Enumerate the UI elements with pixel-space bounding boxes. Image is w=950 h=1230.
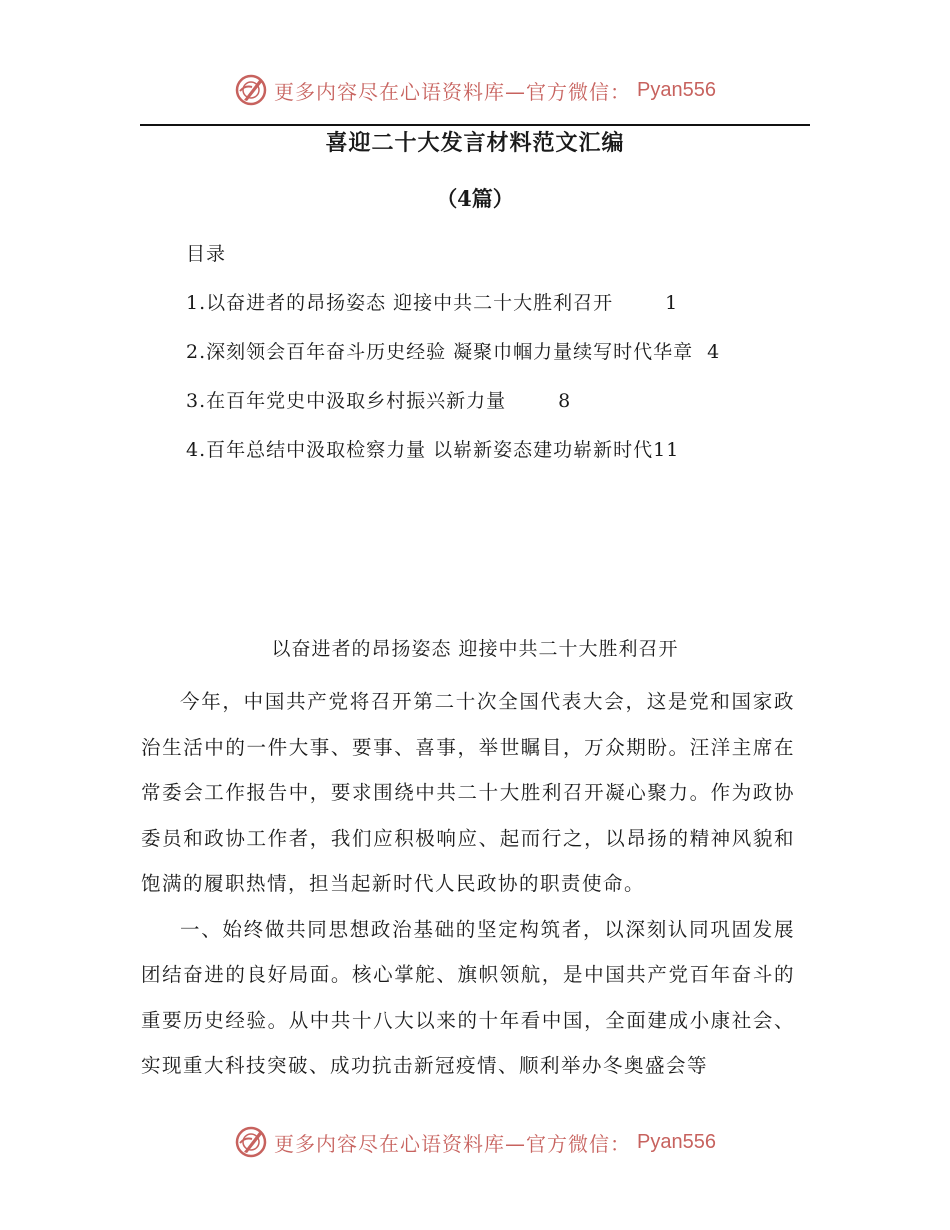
watermark-text: 更多内容尽在心语资料库—官方微信： <box>274 79 632 104</box>
toc-list <box>186 286 806 482</box>
quill-seal-icon <box>234 1125 268 1159</box>
header-rule <box>140 124 810 126</box>
toc-item-text: 3.在百年党史中汲取乡村振兴新力量 <box>186 390 507 412</box>
document-count: （4篇） <box>436 186 514 211</box>
table-of-contents <box>186 237 806 482</box>
toc-item[interactable] <box>186 384 806 433</box>
section-title: 以奋进者的昂扬姿态 迎接中共二十大胜利召开 <box>271 638 679 660</box>
watermark-wechat-id: Pyan556 <box>637 78 716 101</box>
toc-item-page: 8 <box>558 390 572 412</box>
toc-item-page: 11 <box>653 439 680 461</box>
body-text <box>141 679 795 1089</box>
toc-label: 目录 <box>186 243 227 265</box>
toc-item-page: 4 <box>707 341 721 363</box>
toc-item-text: 4.百年总结中汲取检察力量 以崭新姿态建功崭新时代 <box>186 439 654 461</box>
document-title: 喜迎二十大发言材料范文汇编 <box>325 130 625 156</box>
watermark-wechat-id: Pyan556 <box>637 1130 716 1153</box>
quill-seal-icon <box>234 73 268 107</box>
toc-item-page: 1 <box>665 292 679 314</box>
paragraph: 今年，中国共产党将召开第二十次全国代表大会，这是党和国家政治生活中的一件大事、要事、喜事，举世瞩目，万众期盼。汪洋主席在常委会工作报告中，要求围绕中共二十大胜利召开凝心聚力。作为政协委员和政协工作者，我们应积极响应、起而行之，以昂扬的精神风貌和饱满的履职热情，担当起新时代人民政协的职责使命。 <box>141 690 795 895</box>
watermark-banner-bottom <box>0 1122 950 1162</box>
toc-item-text: 2.深刻领会百年奋斗历史经验 凝聚巾帼力量续写时代华章 <box>186 341 694 363</box>
watermark-banner-top <box>0 70 950 110</box>
toc-item[interactable] <box>186 433 806 482</box>
watermark-text: 更多内容尽在心语资料库—官方微信： <box>274 1131 632 1156</box>
paragraph: 一、始终做共同思想政治基础的坚定构筑者，以深刻认同巩固发展团结奋进的良好局面。核心掌舵、旗帜领航，是中国共产党百年奋斗的重要历史经验。从中共十八大以来的十年看中国，全面建成小康社会、实现重大科技突破、成功抗击新冠疫情、顺利举办冬奥盛会等 <box>141 917 795 1077</box>
toc-item[interactable] <box>186 286 806 335</box>
toc-item-text: 1.以奋进者的昂扬姿态 迎接中共二十大胜利召开 <box>186 292 614 314</box>
toc-item[interactable] <box>186 335 806 384</box>
